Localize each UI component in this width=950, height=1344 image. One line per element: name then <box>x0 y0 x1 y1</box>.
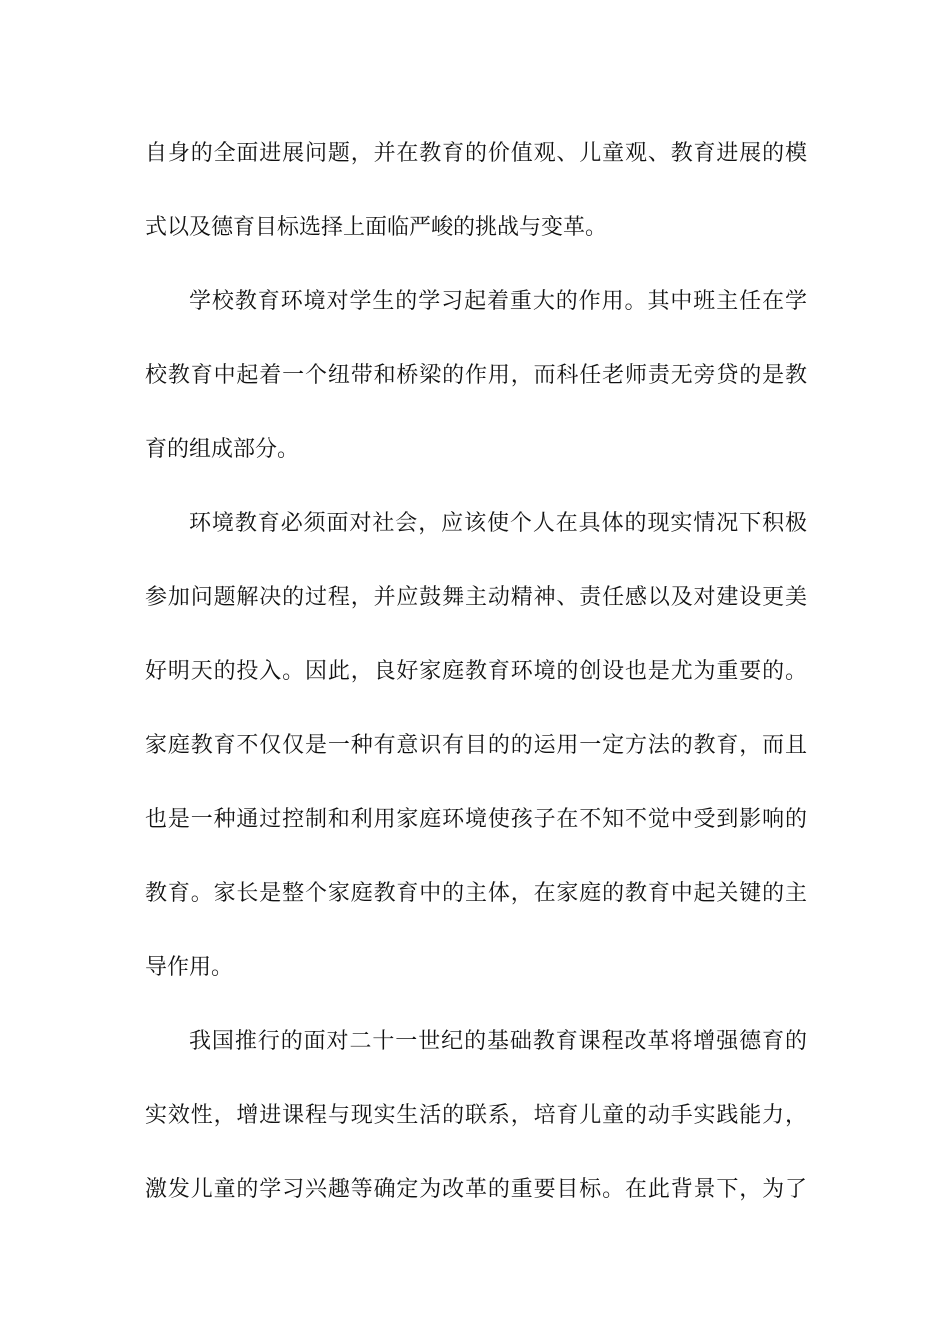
paragraph-4 <box>145 1005 807 1227</box>
text-line: 激发儿童的学习兴趣等确定为改革的重要目标。在此背景下，为了 <box>145 1177 807 1202</box>
text-line: 家庭教育不仅仅是一种有意识有目的的运用一定方法的教育，而且 <box>145 733 807 758</box>
text-line: 好明天的投入。因此，良好家庭教育环境的创设也是尤为重要的。 <box>145 659 807 684</box>
document-body <box>145 117 807 1227</box>
text-line: 参加问题解决的过程，并应鼓舞主动精神、责任感以及对建设更美 <box>145 585 807 610</box>
text-line: 导作用。 <box>145 955 234 980</box>
text-line: 教育。家长是整个家庭教育中的主体，在家庭的教育中起关键的主 <box>145 881 807 906</box>
text-line: 学校教育环境对学生的学习起着重大的作用。其中班主任在学 <box>189 289 807 314</box>
text-line: 校教育中起着一个纽带和桥梁的作用，而科任老师责无旁贷的是教 <box>145 363 807 388</box>
text-line: 我国推行的面对二十一世纪的基础教育课程改革将增强德育的 <box>189 1029 807 1054</box>
paragraph-3 <box>145 487 807 1005</box>
paragraph-2 <box>145 265 807 487</box>
text-line: 也是一种通过控制和利用家庭环境使孩子在不知不觉中受到影响的 <box>145 807 807 832</box>
text-line: 实效性，增进课程与现实生活的联系，培育儿童的动手实践能力， <box>145 1103 807 1128</box>
text-line: 育的组成部分。 <box>145 437 300 462</box>
paragraph-1 <box>145 117 807 265</box>
text-line: 式以及德育目标选择上面临严峻的挑战与变革。 <box>145 215 608 240</box>
text-line: 自身的全面进展问题，并在教育的价值观、儿童观、教育进展的模 <box>145 141 807 166</box>
text-line: 环境教育必须面对社会，应该使个人在具体的现实情况下积极 <box>189 511 807 536</box>
